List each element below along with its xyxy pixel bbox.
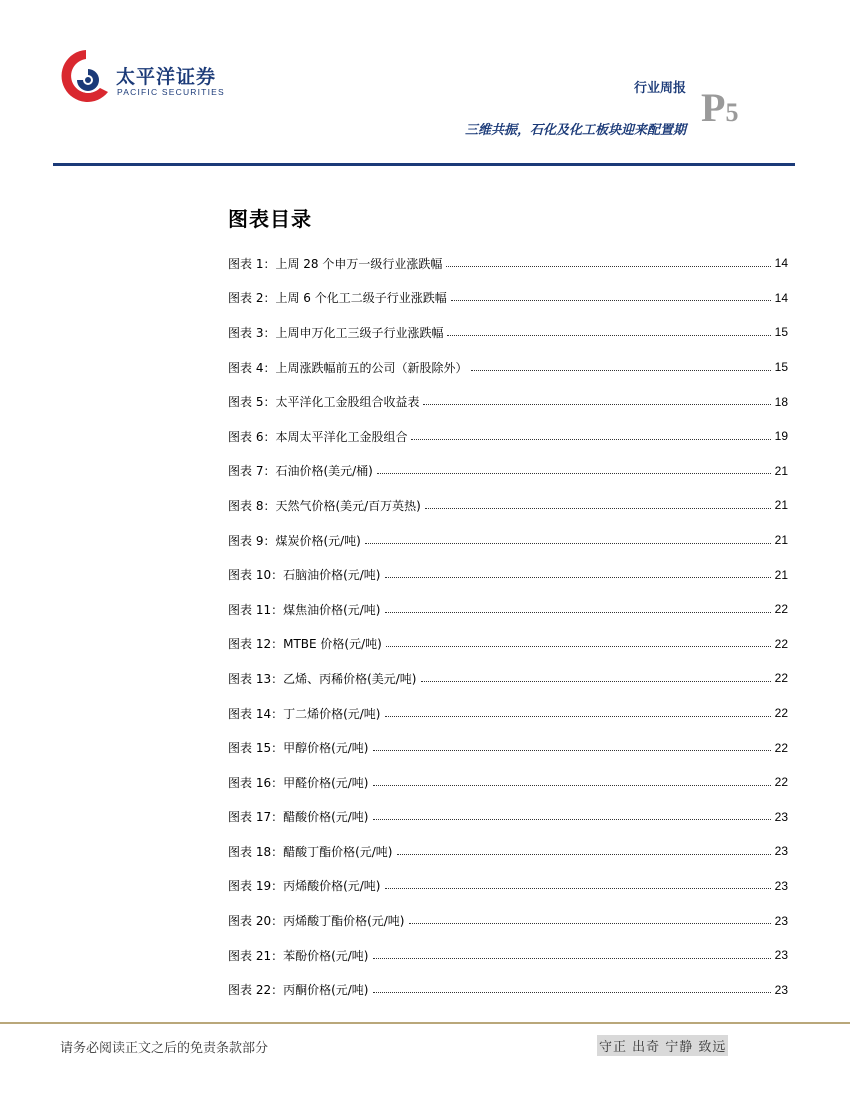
toc-item-page: 22 [774,671,788,686]
dot-leader [447,335,770,336]
page-number [701,84,738,131]
toc-item-page: 23 [774,809,788,824]
toc-item[interactable] [228,661,788,696]
dot-leader [373,819,771,820]
toc-item[interactable] [228,834,788,869]
toc-item[interactable] [228,523,788,558]
toc-item-label: 图表 20：丙烯酸丁酯价格(元/吨) [228,914,405,929]
dot-leader [421,681,771,682]
dot-leader [446,266,770,267]
toc-item[interactable] [228,419,788,454]
dot-leader [377,473,771,474]
page-number-value: 5 [725,98,739,127]
dot-leader [385,577,771,578]
toc-item-label: 图表 8：天然气价格(美元/百万英热) [228,498,421,513]
logo-chinese-name: 太平洋证券 [116,66,217,88]
toc-item-label: 图表 13：乙烯、丙稀价格(美元/吨) [228,671,417,686]
dot-leader [425,508,771,509]
toc-item[interactable] [228,903,788,938]
toc-item[interactable] [228,488,788,523]
toc-item-page: 22 [774,740,788,755]
toc-item-label: 图表 16：甲醛价格(元/吨) [228,775,369,790]
toc-title: 图表目录 [228,207,312,231]
dot-leader [385,612,771,613]
toc-item-page: 19 [774,429,788,444]
toc-item-page: 23 [774,913,788,928]
dot-leader [365,543,771,544]
toc-item-label: 图表 2：上周 6 个化工二级子行业涨跌幅 [228,291,447,306]
toc-item-label: 图表 6：本周太平洋化工金股组合 [228,429,408,444]
toc-item-page: 18 [774,394,788,409]
dot-leader [409,923,771,924]
report-type: 行业周报 [633,81,686,96]
footer-motto: 守正 出奇 宁静 致远 [597,1035,728,1056]
toc-item-page: 21 [774,567,788,582]
footer-divider [0,1022,850,1024]
toc-item[interactable] [228,315,788,350]
toc-item[interactable] [228,627,788,662]
dot-leader [385,888,771,889]
dot-leader [373,992,771,993]
toc-item-label: 图表 12：MTBE 价格(元/吨) [228,637,382,652]
toc-item-label: 图表 19：丙烯酸价格(元/吨) [228,879,381,894]
toc-item-page: 22 [774,636,788,651]
toc-item[interactable] [228,869,788,904]
dot-leader [451,300,771,301]
toc-item-label: 图表 17：醋酸价格(元/吨) [228,810,369,825]
toc-item-page: 15 [774,325,788,340]
toc-item-label: 图表 11：煤焦油价格(元/吨) [228,602,381,617]
logo-english-name: PACIFIC SECURITIES [117,87,225,97]
report-title: 三维共振，石化及化工板块迎来配置期 [464,123,686,138]
toc-item-page: 23 [774,982,788,997]
dot-leader [386,646,771,647]
toc-item[interactable] [228,800,788,835]
toc-item-label: 图表 5：太平洋化工金股组合收益表 [228,395,420,410]
toc-item-label: 图表 10：石脑油价格(元/吨) [228,568,381,583]
toc-item-label: 图表 3：上周申万化工三级子行业涨跌幅 [228,325,444,340]
toc-item-page: 21 [774,463,788,478]
toc-item-label: 图表 7：石油价格(美元/桶) [228,464,373,479]
toc-item-page: 14 [774,290,788,305]
toc-item[interactable] [228,384,788,419]
toc-item[interactable] [228,592,788,627]
header-divider [53,163,795,166]
toc-item[interactable] [228,765,788,800]
dot-leader [411,439,770,440]
toc-item[interactable] [228,557,788,592]
toc-item[interactable] [228,938,788,973]
toc-item-page: 21 [774,533,788,548]
dot-leader [373,750,771,751]
toc-item-label: 图表 1：上周 28 个申万一级行业涨跌幅 [228,256,443,271]
toc-item-label: 图表 15：甲醇价格(元/吨) [228,741,369,756]
dot-leader [423,404,770,405]
toc-item[interactable] [228,350,788,385]
toc-item-label: 图表 22：丙酮价格(元/吨) [228,983,369,998]
toc-item-label: 图表 18：醋酸丁酯价格(元/吨) [228,844,393,859]
toc-item-label: 图表 14：丁二烯价格(元/吨) [228,706,381,721]
toc-item-page: 22 [774,602,788,617]
toc-item-label: 图表 21：苯酚价格(元/吨) [228,948,369,963]
footer-disclaimer: 请务必阅读正文之后的免责条款部分 [60,1041,269,1056]
dot-leader [373,785,771,786]
toc-item[interactable] [228,454,788,489]
toc-item[interactable] [228,972,788,1007]
toc-item-page: 21 [774,498,788,513]
toc-item-page: 22 [774,706,788,721]
toc-item[interactable] [228,696,788,731]
toc-item[interactable] [228,246,788,281]
logo-mark-icon [58,44,114,108]
toc-item-page: 23 [774,844,788,859]
toc-item-label: 图表 9：煤炭价格(元/吨) [228,533,361,548]
toc-item-page: 23 [774,878,788,893]
toc-item-label: 图表 4：上周涨跌幅前五的公司（新股除外） [228,360,468,375]
toc-item-page: 14 [774,256,788,271]
toc-list [228,246,788,1007]
toc-item-page: 22 [774,775,788,790]
dot-leader [471,370,770,371]
toc-item[interactable] [228,730,788,765]
dot-leader [397,854,771,855]
toc-item-page: 15 [774,360,788,375]
dot-leader [373,958,771,959]
page-prefix: P [701,85,726,130]
toc-item[interactable] [228,281,788,316]
company-logo [58,44,228,108]
toc-item-page: 23 [774,948,788,963]
dot-leader [385,716,771,717]
